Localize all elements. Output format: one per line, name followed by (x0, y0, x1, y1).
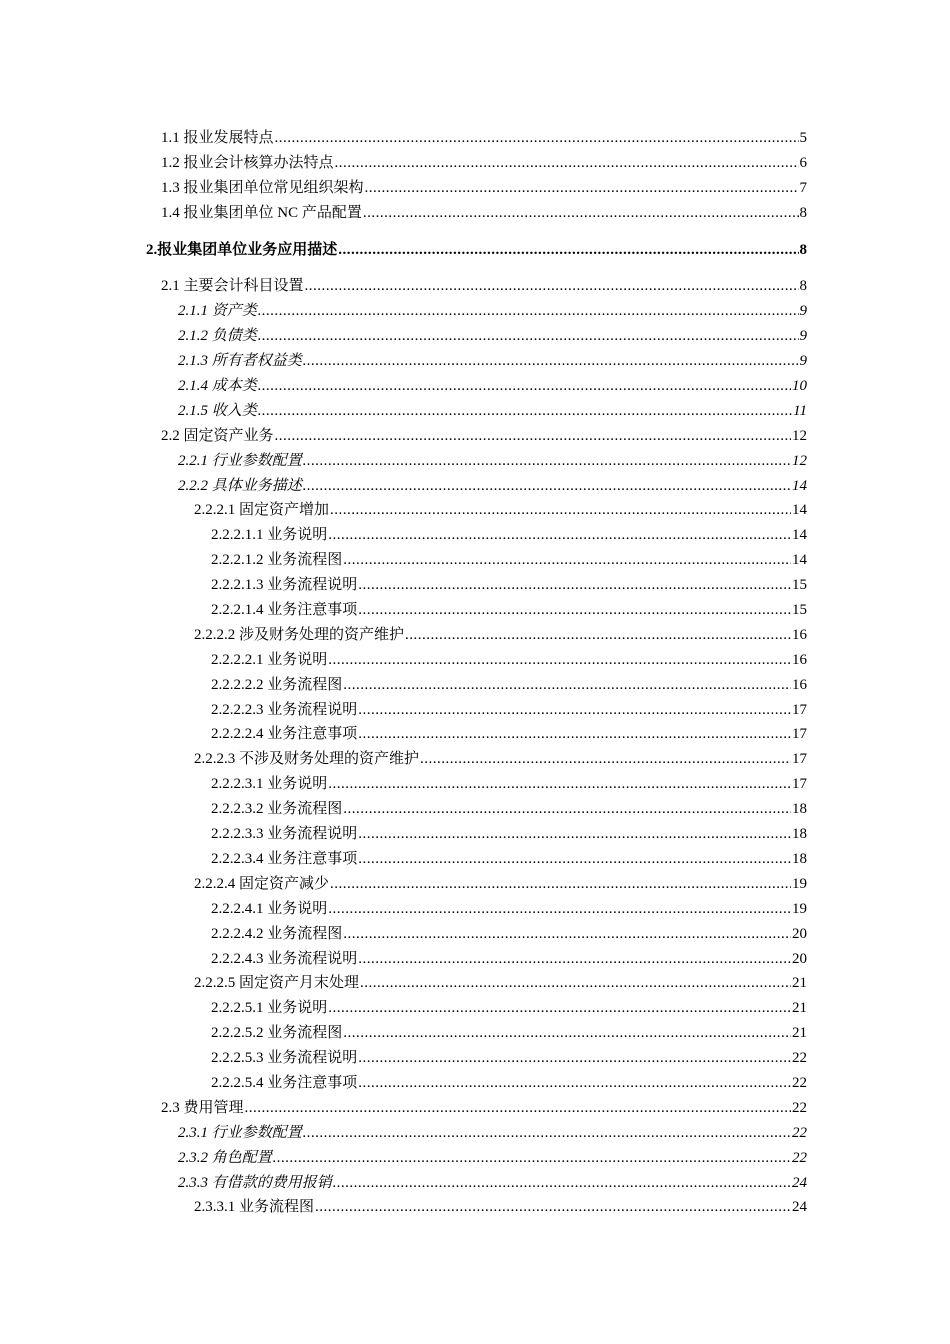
toc-page-number: 11 (793, 402, 807, 419)
toc-entry-label: 2.1.5 收入类 (178, 402, 257, 419)
toc-leader-dots (420, 747, 791, 772)
toc-page-number: 21 (792, 1000, 807, 1017)
toc-entry[interactable] (0, 947, 807, 972)
toc-page-number: 14 (792, 527, 807, 544)
toc-leader-dots (358, 722, 791, 747)
toc-entry[interactable] (0, 349, 807, 374)
toc-leader-dots (360, 971, 791, 996)
toc-entry[interactable] (0, 274, 807, 299)
table-of-contents (0, 126, 950, 1220)
toc-page-number: 22 (792, 1149, 807, 1166)
toc-entry-label: 2.2.2.4.3 业务流程说明 (211, 950, 358, 967)
toc-leader-dots (358, 947, 791, 972)
toc-page-number: 12 (792, 452, 807, 469)
toc-entry[interactable] (0, 772, 807, 797)
toc-entry[interactable] (0, 648, 807, 673)
toc-page-number: 10 (792, 378, 807, 395)
toc-entry-label: 2.2.2.5.1 业务说明 (211, 1000, 328, 1017)
toc-page-number: 21 (792, 1025, 807, 1042)
toc-entry[interactable] (0, 996, 807, 1021)
toc-leader-dots (328, 897, 791, 922)
toc-leader-dots (303, 449, 791, 474)
toc-entry-label: 2.2.2.4.1 业务说明 (211, 900, 328, 917)
toc-page-number: 22 (792, 1050, 807, 1067)
toc-page-number: 5 (799, 130, 807, 146)
toc-page-number: 24 (792, 1199, 807, 1216)
toc-entry[interactable] (0, 1021, 807, 1046)
toc-entry[interactable] (0, 548, 807, 573)
toc-entry[interactable] (0, 598, 807, 623)
toc-entry[interactable] (0, 474, 807, 499)
toc-entry[interactable] (0, 238, 807, 263)
toc-page-number: 19 (792, 875, 807, 892)
toc-entry-label: 2.2.2.1.2 业务流程图 (211, 552, 343, 569)
toc-leader-dots (358, 822, 791, 847)
toc-entry-label: 2.1.2 负债类 (178, 328, 257, 345)
toc-entry[interactable] (0, 424, 807, 449)
toc-entry[interactable] (0, 573, 807, 598)
toc-leader-dots (303, 474, 791, 499)
toc-entry-label: 2.1.1 资产类 (178, 303, 257, 320)
toc-page-number: 22 (792, 1074, 807, 1091)
toc-page-number: 18 (792, 826, 807, 843)
toc-page-number: 14 (792, 477, 807, 494)
toc-page-number: 17 (792, 751, 807, 768)
toc-page-number: 18 (792, 801, 807, 818)
toc-leader-dots (258, 324, 799, 349)
toc-entry-label: 2.报业集团单位业务应用描述 (146, 241, 338, 258)
toc-entry-label: 2.2.2.5.4 业务注意事项 (211, 1074, 358, 1091)
toc-entry[interactable] (0, 747, 807, 772)
toc-leader-dots (358, 698, 791, 723)
toc-page-number: 9 (799, 353, 807, 370)
toc-entry[interactable] (0, 922, 807, 947)
toc-page-number: 8 (799, 278, 807, 295)
toc-page-number: 20 (792, 950, 807, 967)
toc-entry-label: 2.2.2.2.4 业务注意事项 (211, 726, 358, 743)
toc-leader-dots (365, 176, 799, 201)
toc-page-number: 8 (799, 204, 807, 221)
toc-entry-label: 2.3.3.1 业务流程图 (194, 1199, 315, 1216)
toc-entry-label: 2.2.2.5.2 业务流程图 (211, 1025, 343, 1042)
toc-entry-label: 2.2.2.3.2 业务流程图 (211, 801, 343, 818)
toc-entry[interactable] (0, 897, 807, 922)
toc-entry-label: 2.2.2.3.4 业务注意事项 (211, 850, 358, 867)
toc-leader-dots (245, 1096, 791, 1121)
toc-leader-dots (303, 349, 799, 374)
toc-entry[interactable] (0, 822, 807, 847)
toc-leader-dots (328, 772, 791, 797)
toc-leader-dots (330, 498, 791, 523)
toc-entry-label: 2.2.2.3 不涉及财务处理的资产维护 (194, 751, 420, 768)
toc-leader-dots (258, 299, 799, 324)
toc-leader-dots (275, 424, 791, 449)
toc-leader-dots (328, 523, 791, 548)
toc-entry-label: 2.2.2.2.3 业务流程说明 (211, 701, 358, 718)
toc-page-number: 9 (799, 303, 807, 320)
toc-entry-label: 2.3.3 有借款的费用报销 (178, 1174, 332, 1191)
toc-entry[interactable] (0, 151, 807, 176)
toc-entry-label: 2.2.2.2 涉及财务处理的资产维护 (194, 626, 405, 643)
toc-page-number: 16 (792, 676, 807, 693)
toc-entry-label: 2.2.2.3.3 业务流程说明 (211, 826, 358, 843)
toc-page-number: 9 (799, 328, 807, 345)
toc-entry-label: 2.1 主要会计科目设置 (161, 278, 304, 295)
toc-entry[interactable] (0, 399, 807, 424)
toc-entry[interactable] (0, 201, 807, 226)
toc-page-number: 15 (792, 577, 807, 594)
toc-page-number: 24 (792, 1174, 807, 1191)
toc-entry[interactable] (0, 722, 807, 747)
toc-page-number: 20 (792, 925, 807, 942)
toc-page-number: 17 (792, 701, 807, 718)
toc-entry-label: 1.2 报业会计核算办法特点 (161, 154, 334, 171)
toc-entry-label: 2.2.2.5.3 业务流程说明 (211, 1050, 358, 1067)
toc-leader-dots (343, 548, 791, 573)
toc-entry-label: 2.2.2.4 固定资产减少 (194, 875, 330, 892)
toc-leader-dots (343, 797, 791, 822)
toc-leader-dots (358, 847, 791, 872)
toc-page-number: 21 (792, 975, 807, 992)
toc-entry[interactable] (0, 374, 807, 399)
toc-entry-label: 2.2.2.1 固定资产增加 (194, 502, 330, 519)
toc-entry-label: 1.1 报业发展特点 (161, 130, 274, 146)
toc-entry[interactable] (0, 523, 807, 548)
toc-entry[interactable] (0, 623, 807, 648)
toc-leader-dots (303, 1121, 791, 1146)
toc-page-number: 19 (792, 900, 807, 917)
toc-entry-label: 2.1.3 所有者权益类 (178, 353, 302, 370)
toc-leader-dots (343, 1021, 791, 1046)
toc-entry[interactable] (0, 1121, 807, 1146)
toc-entry[interactable] (0, 1071, 807, 1096)
toc-leader-dots (315, 1195, 791, 1220)
toc-entry[interactable] (0, 1195, 807, 1220)
toc-entry[interactable] (0, 797, 807, 822)
toc-page-number: 16 (792, 651, 807, 668)
toc-leader-dots (275, 126, 799, 151)
toc-spacer (0, 226, 950, 238)
toc-leader-dots (330, 872, 791, 897)
toc-entry[interactable] (0, 847, 807, 872)
toc-page-number: 17 (792, 776, 807, 793)
toc-entry-label: 2.3.2 角色配置 (178, 1149, 272, 1166)
toc-spacer (0, 262, 950, 274)
toc-entry[interactable] (0, 1096, 807, 1121)
toc-page-number: 14 (792, 552, 807, 569)
toc-entry-label: 2.2.2.1.1 业务说明 (211, 527, 328, 544)
toc-page-number: 7 (799, 179, 807, 196)
toc-page-number: 22 (792, 1124, 807, 1141)
toc-entry[interactable] (0, 126, 807, 151)
toc-page-number: 22 (792, 1099, 807, 1116)
toc-entry-label: 2.1.4 成本类 (178, 378, 257, 395)
toc-entry-label: 2.2.2.2.2 业务流程图 (211, 676, 343, 693)
toc-leader-dots (333, 1171, 791, 1196)
toc-entry-label: 2.2.2 具体业务描述 (178, 477, 302, 494)
toc-leader-dots (273, 1146, 791, 1171)
toc-entry-label: 2.2.2.5 固定资产月末处理 (194, 975, 360, 992)
toc-leader-dots (328, 648, 791, 673)
toc-entry[interactable] (0, 698, 807, 723)
toc-entry-label: 2.2.2.3.1 业务说明 (211, 776, 328, 793)
toc-page-number: 6 (799, 154, 807, 171)
toc-entry[interactable] (0, 1171, 807, 1196)
toc-leader-dots (335, 151, 799, 176)
toc-leader-dots (358, 573, 791, 598)
toc-entry[interactable] (0, 673, 807, 698)
toc-entry[interactable] (0, 1046, 807, 1071)
toc-entry[interactable] (0, 449, 807, 474)
toc-leader-dots (338, 238, 798, 263)
toc-page-number: 14 (792, 502, 807, 519)
toc-leader-dots (258, 374, 791, 399)
toc-entry[interactable] (0, 498, 807, 523)
toc-page-number: 15 (792, 602, 807, 619)
toc-entry[interactable] (0, 299, 807, 324)
toc-leader-dots (358, 1071, 791, 1096)
toc-leader-dots (328, 996, 791, 1021)
toc-entry-label: 2.2 固定资产业务 (161, 427, 274, 444)
toc-entry[interactable] (0, 971, 807, 996)
toc-page-number: 12 (792, 427, 807, 444)
toc-page-number: 17 (792, 726, 807, 743)
toc-entry-label: 2.3 费用管理 (161, 1099, 244, 1116)
toc-entry[interactable] (0, 176, 807, 201)
toc-leader-dots (343, 922, 791, 947)
toc-entry-label: 2.3.1 行业参数配置 (178, 1124, 302, 1141)
toc-entry-label: 2.2.2.2.1 业务说明 (211, 651, 328, 668)
toc-entry[interactable] (0, 1146, 807, 1171)
toc-leader-dots (405, 623, 791, 648)
toc-page-number: 16 (792, 626, 807, 643)
toc-entry-label: 1.3 报业集团单位常见组织架构 (161, 179, 364, 196)
toc-entry-label: 2.2.2.1.3 业务流程说明 (211, 577, 358, 594)
toc-leader-dots (258, 399, 792, 424)
toc-leader-dots (358, 598, 791, 623)
toc-page-number: 18 (792, 850, 807, 867)
toc-entry-label: 2.2.1 行业参数配置 (178, 452, 302, 469)
toc-entry[interactable] (0, 872, 807, 897)
toc-entry-label: 2.2.2.4.2 业务流程图 (211, 925, 343, 942)
toc-leader-dots (305, 274, 799, 299)
toc-leader-dots (358, 1046, 791, 1071)
toc-leader-dots (343, 673, 791, 698)
toc-page-number: 8 (799, 241, 807, 258)
toc-entry-label: 1.4 报业集团单位 NC 产品配置 (161, 204, 362, 221)
toc-entry-label: 2.2.2.1.4 业务注意事项 (211, 602, 358, 619)
toc-leader-dots (363, 201, 799, 226)
toc-entry[interactable] (0, 324, 807, 349)
